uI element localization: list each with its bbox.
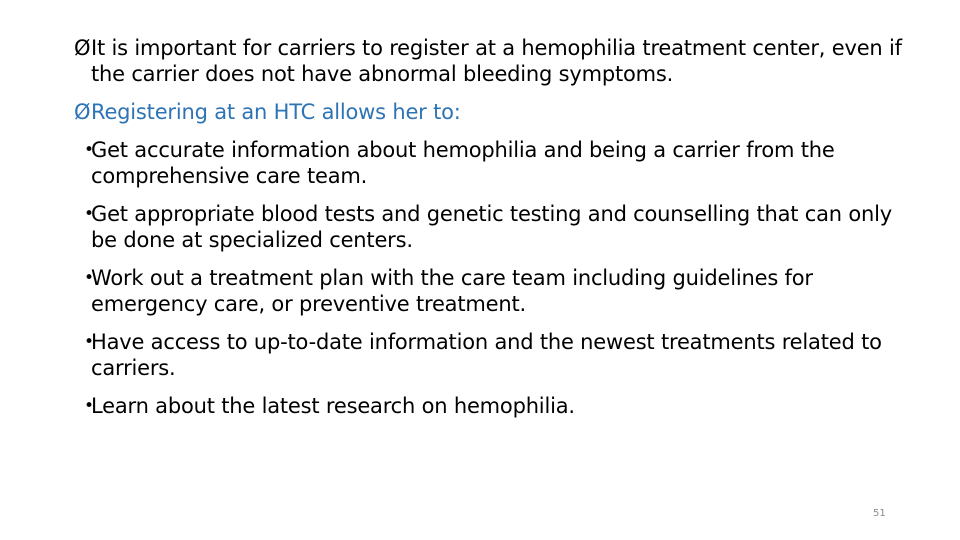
list-item [74, 265, 914, 317]
bullet-icon: • [84, 204, 94, 224]
list-item-text: Get accurate information about hemophilia and being a carrier from the comprehensive care team. [91, 138, 835, 188]
bullet-icon: • [84, 268, 94, 288]
list-item [74, 329, 914, 381]
list-item [74, 35, 914, 87]
list-item-text: Get appropriate blood tests and genetic testing and counselling that can only be done at specialized centers. [91, 202, 893, 252]
bullet-icon: • [84, 396, 94, 416]
arrow-bullet-icon: Ø [74, 36, 91, 60]
list-item-text: Work out a treatment plan with the care team including guidelines for emergency care, or preventive treatment. [91, 266, 813, 316]
list-item-text: Registering at an HTC allows her to: [91, 100, 461, 124]
page-number: 51 [873, 508, 886, 519]
list-item [74, 201, 914, 253]
list-item-text: Learn about the latest research on hemophilia. [91, 394, 575, 418]
slide-content [74, 35, 914, 431]
list-item [74, 393, 914, 419]
bullet-icon: • [84, 332, 94, 352]
list-item-text: It is important for carriers to register at a hemophilia treatment center, even if the carrier does not have abnormal bleeding symptoms. [91, 36, 902, 86]
list-item [74, 137, 914, 189]
list-item [74, 99, 914, 125]
list-item-text: Have access to up-to-date information and the newest treatments related to carriers. [91, 330, 882, 380]
bullet-icon: • [84, 140, 94, 160]
arrow-bullet-icon: Ø [74, 100, 91, 124]
